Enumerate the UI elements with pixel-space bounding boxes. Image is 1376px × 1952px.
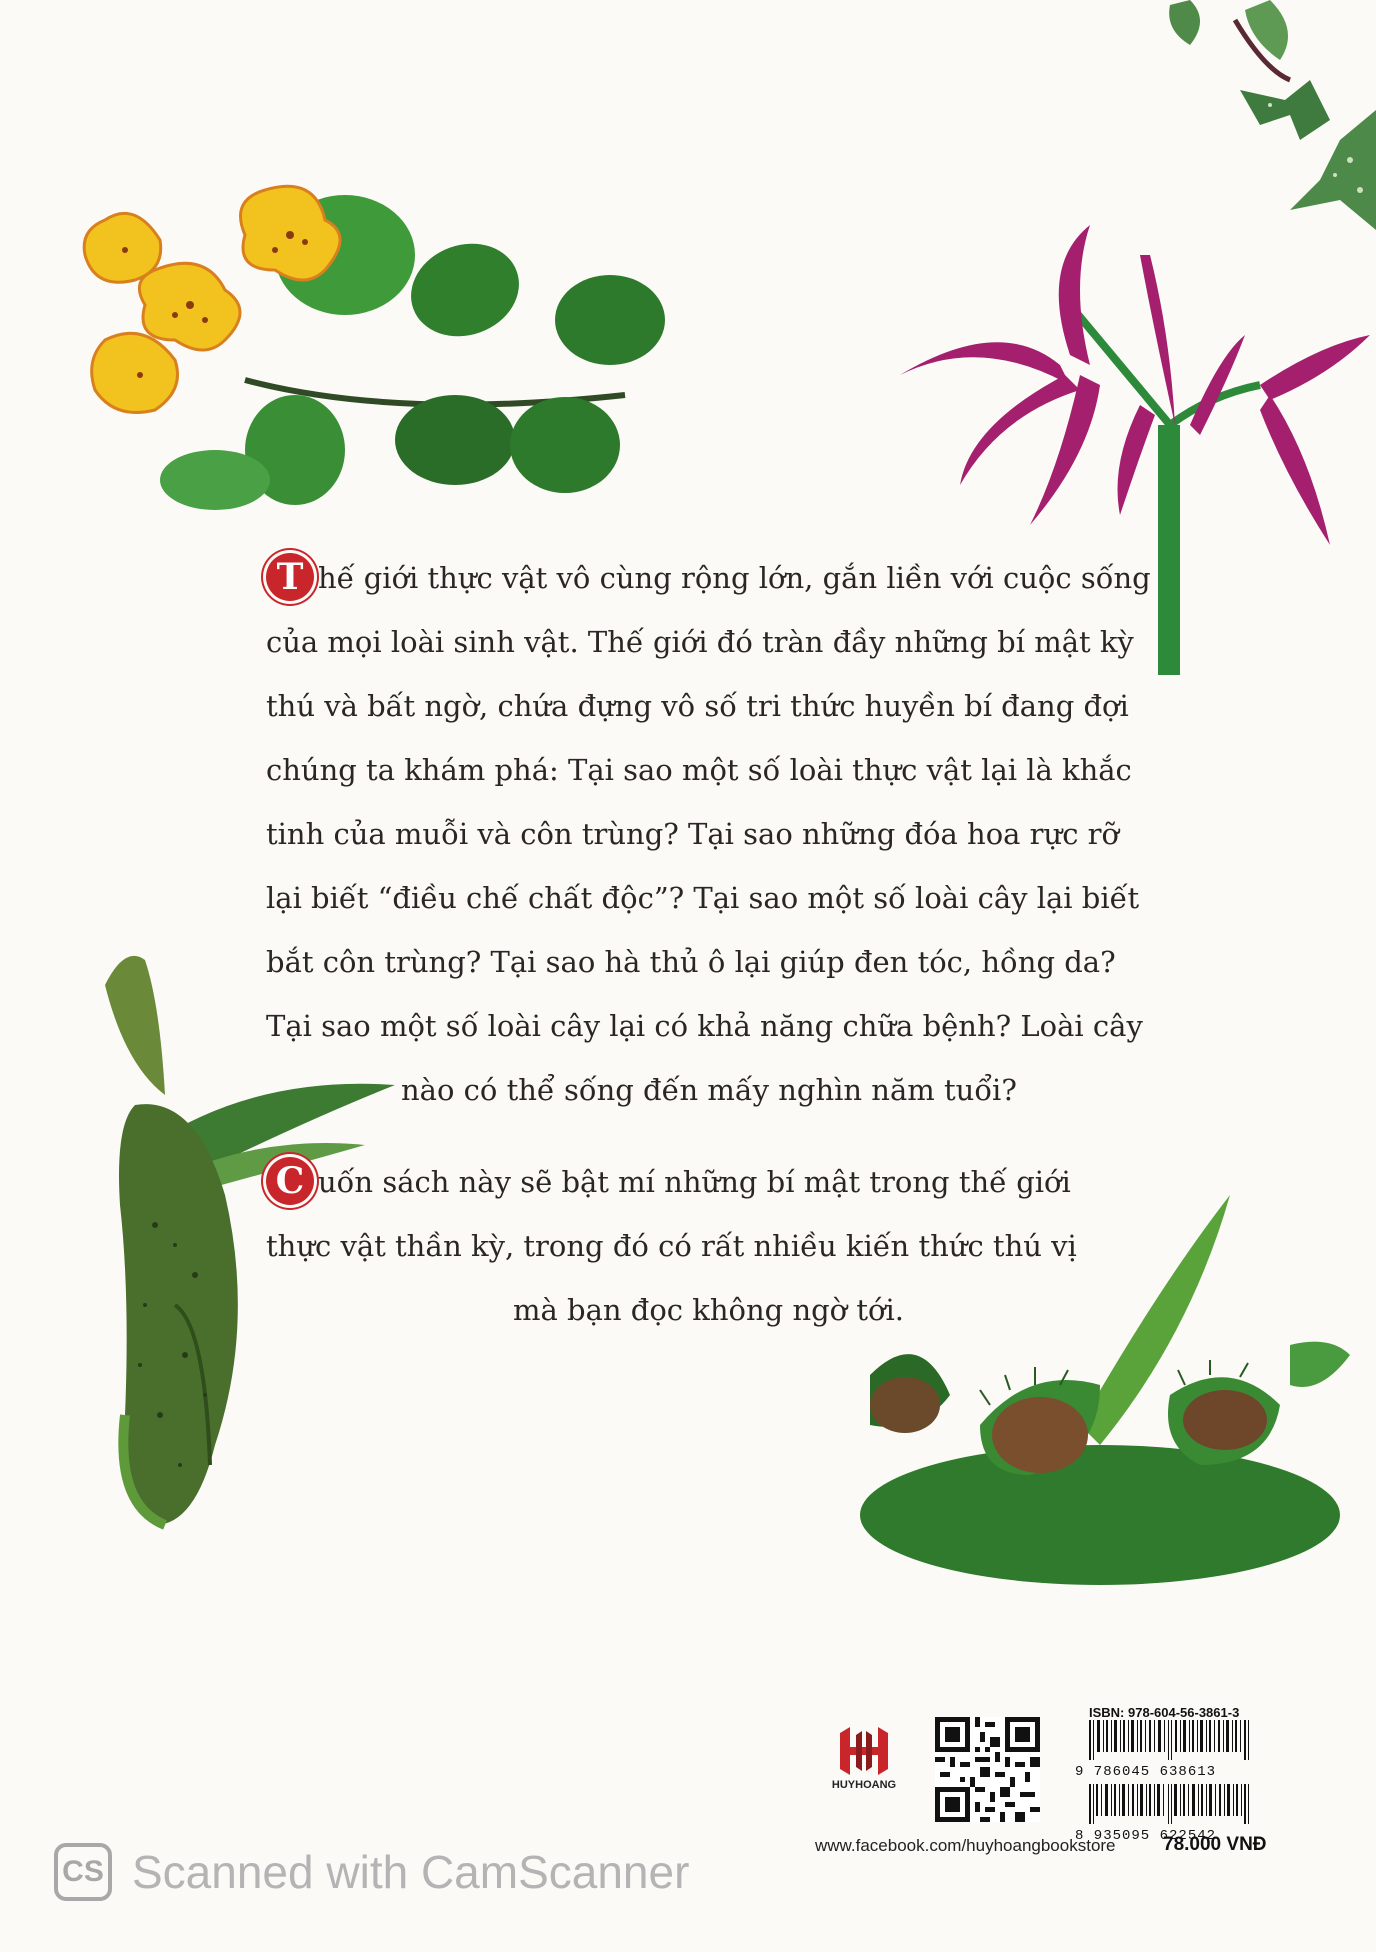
isbn-label: ISBN: 978-604-56-3861-3 (1089, 1705, 1240, 1720)
ivy-leaves-illustration (1150, 0, 1376, 245)
closing-paragraph (266, 1150, 1151, 1342)
paragraph-line: tinh của muỗi và côn trùng? Tại sao những đóa hoa rực rỡ (266, 817, 1119, 851)
intro-paragraph (266, 546, 1151, 1122)
ean-barcode (1075, 1784, 1280, 1824)
book-price: 78.000 VNĐ (1163, 1834, 1267, 1855)
huyhoang-logo-icon (836, 1725, 892, 1777)
paragraph-line: nào có thể sống đến mấy nghìn năm tuổi? (401, 1073, 1017, 1107)
paragraph-line: Tại sao một số loài cây lại có khả năng chữa bệnh? Loài cây (266, 1009, 1143, 1043)
paragraph-line: lại biết “điều chế chất độc”? Tại sao một số loài cây lại biết (266, 881, 1140, 915)
watermark-text: Scanned with CamScanner (132, 1846, 690, 1898)
paragraph-line (266, 1150, 1151, 1214)
qr-code[interactable] (935, 1717, 1040, 1822)
publisher-logo (823, 1725, 905, 1791)
paragraph-text: uốn sách này sẽ bật mí những bí mật trong thế giới (318, 1165, 1071, 1199)
dropcap-t: T (266, 553, 314, 601)
dropcap-c: C (266, 1157, 314, 1205)
paragraph-line: thú và bất ngờ, chứa đựng vô số tri thức huyền bí đang đợi (266, 689, 1129, 723)
publisher-name: HUYHOANG (831, 1779, 897, 1791)
isbn-digits: 9 786045 638613 (1075, 1764, 1217, 1780)
isbn-barcode (1075, 1720, 1280, 1760)
paragraph-text: hế giới thực vật vô cùng rộng lớn, gắn liền với cuộc sống (318, 561, 1151, 595)
facebook-url[interactable]: www.facebook.com/huyhoangbookstore (815, 1836, 1116, 1855)
paragraph-line: bắt côn trùng? Tại sao hà thủ ô lại giúp đen tóc, hồng da? (266, 945, 1116, 979)
camscanner-watermark (54, 1843, 689, 1901)
camscanner-logo-icon: CS (54, 1843, 112, 1901)
ean-digits: 8 935095 622542 (1075, 1828, 1217, 1844)
paragraph-line (266, 546, 1151, 610)
paragraph-line: mà bạn đọc không ngờ tới. (513, 1293, 904, 1327)
paragraph-line: chúng ta khám phá: Tại sao một số loài thực vật lại là khắc (266, 753, 1132, 787)
yellow-flower-illustration (65, 180, 685, 520)
isbn-barcode-block (1075, 1705, 1280, 1844)
paragraph-line: của mọi loài sinh vật. Thế giới đó tràn đầy những bí mật kỳ (266, 625, 1134, 659)
paragraph-line: thực vật thần kỳ, trong đó có rất nhiều kiến thức thú vị (266, 1229, 1077, 1263)
